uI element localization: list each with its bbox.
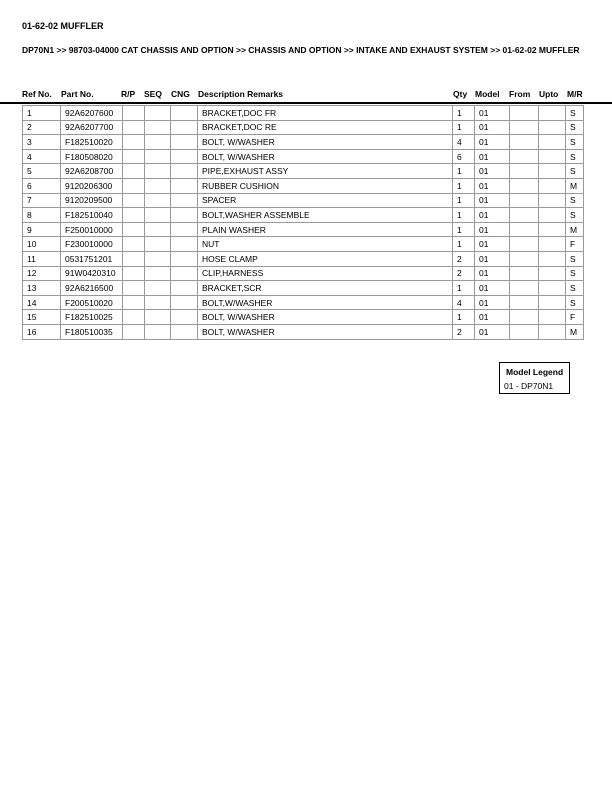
cell-cng — [171, 266, 198, 281]
cell-model: 01 — [475, 193, 510, 208]
table-row — [23, 251, 584, 266]
column-header-qty: Qty — [453, 89, 468, 99]
cell-part-no: F182510040 — [61, 208, 123, 223]
table-row — [23, 295, 584, 310]
cell-ref-no: 14 — [23, 295, 61, 310]
cell-part-no: F180510035 — [61, 324, 123, 339]
cell-upto — [539, 193, 566, 208]
cell-rp — [123, 237, 145, 252]
cell-part-no: 9120206300 — [61, 178, 123, 193]
cell-part-no: 92A6207600 — [61, 106, 123, 121]
cell-mr: S — [566, 106, 584, 121]
cell-mr: F — [566, 310, 584, 325]
parts-table — [22, 105, 584, 340]
cell-description: CLIP,HARNESS — [198, 266, 453, 281]
table-row — [23, 106, 584, 121]
cell-model: 01 — [475, 266, 510, 281]
cell-mr: F — [566, 237, 584, 252]
cell-seq — [145, 295, 171, 310]
cell-ref-no: 11 — [23, 251, 61, 266]
cell-qty: 1 — [453, 222, 475, 237]
cell-description: BRACKET,DOC FR — [198, 106, 453, 121]
cell-cng — [171, 251, 198, 266]
cell-from — [510, 120, 539, 135]
cell-part-no: 0531751201 — [61, 251, 123, 266]
cell-description: PLAIN WASHER — [198, 222, 453, 237]
cell-from — [510, 135, 539, 150]
cell-cng — [171, 281, 198, 296]
cell-from — [510, 324, 539, 339]
cell-model: 01 — [475, 310, 510, 325]
cell-part-no: F200510020 — [61, 295, 123, 310]
cell-description: BOLT,W/WASHER — [198, 295, 453, 310]
cell-description: SPACER — [198, 193, 453, 208]
table-row — [23, 178, 584, 193]
table-row — [23, 120, 584, 135]
cell-ref-no: 9 — [23, 222, 61, 237]
cell-qty: 1 — [453, 310, 475, 325]
cell-mr: S — [566, 149, 584, 164]
table-row — [23, 222, 584, 237]
cell-part-no: F182510025 — [61, 310, 123, 325]
cell-ref-no: 1 — [23, 106, 61, 121]
cell-part-no: 92A6216500 — [61, 281, 123, 296]
cell-part-no: F250010000 — [61, 222, 123, 237]
table-row — [23, 237, 584, 252]
cell-model: 01 — [475, 164, 510, 179]
cell-model: 01 — [475, 135, 510, 150]
cell-qty: 1 — [453, 120, 475, 135]
cell-from — [510, 106, 539, 121]
table-row — [23, 193, 584, 208]
cell-description: BOLT, W/WASHER — [198, 324, 453, 339]
cell-qty: 1 — [453, 164, 475, 179]
cell-part-no: 9120209500 — [61, 193, 123, 208]
cell-cng — [171, 208, 198, 223]
cell-qty: 1 — [453, 281, 475, 296]
cell-upto — [539, 281, 566, 296]
cell-part-no: F180508020 — [61, 149, 123, 164]
cell-ref-no: 10 — [23, 237, 61, 252]
column-header-upto: Upto — [539, 89, 559, 99]
cell-description: PIPE,EXHAUST ASSY — [198, 164, 453, 179]
legend-entry: 01 - DP70N1 — [504, 381, 554, 391]
cell-rp — [123, 149, 145, 164]
column-header-seq: SEQ — [144, 89, 162, 99]
cell-upto — [539, 178, 566, 193]
cell-rp — [123, 208, 145, 223]
table-row — [23, 149, 584, 164]
cell-qty: 1 — [453, 178, 475, 193]
cell-upto — [539, 222, 566, 237]
table-row — [23, 135, 584, 150]
cell-cng — [171, 178, 198, 193]
cell-ref-no: 6 — [23, 178, 61, 193]
cell-ref-no: 4 — [23, 149, 61, 164]
cell-ref-no: 13 — [23, 281, 61, 296]
cell-seq — [145, 266, 171, 281]
cell-mr: S — [566, 193, 584, 208]
cell-part-no: F230010000 — [61, 237, 123, 252]
cell-model: 01 — [475, 106, 510, 121]
cell-model: 01 — [475, 149, 510, 164]
cell-upto — [539, 208, 566, 223]
page-title: 01-62-02 MUFFLER — [22, 21, 104, 31]
cell-upto — [539, 295, 566, 310]
cell-upto — [539, 237, 566, 252]
cell-upto — [539, 266, 566, 281]
cell-ref-no: 3 — [23, 135, 61, 150]
cell-qty: 6 — [453, 149, 475, 164]
table-row — [23, 324, 584, 339]
cell-cng — [171, 295, 198, 310]
cell-qty: 2 — [453, 251, 475, 266]
cell-rp — [123, 310, 145, 325]
cell-from — [510, 310, 539, 325]
cell-part-no: 92A6208700 — [61, 164, 123, 179]
cell-description: HOSE CLAMP — [198, 251, 453, 266]
cell-ref-no: 5 — [23, 164, 61, 179]
cell-seq — [145, 237, 171, 252]
cell-model: 01 — [475, 208, 510, 223]
table-row — [23, 310, 584, 325]
cell-seq — [145, 120, 171, 135]
cell-model: 01 — [475, 237, 510, 252]
cell-rp — [123, 266, 145, 281]
cell-rp — [123, 324, 145, 339]
cell-mr: S — [566, 251, 584, 266]
cell-cng — [171, 106, 198, 121]
cell-rp — [123, 281, 145, 296]
cell-description: BOLT, W/WASHER — [198, 310, 453, 325]
cell-mr: S — [566, 266, 584, 281]
cell-model: 01 — [475, 295, 510, 310]
cell-description: BOLT, W/WASHER — [198, 149, 453, 164]
header-divider — [0, 102, 612, 104]
cell-rp — [123, 120, 145, 135]
cell-upto — [539, 135, 566, 150]
column-header-from: From — [509, 89, 531, 99]
legend-title: Model Legend — [506, 367, 564, 377]
column-header-part-no: Part No. — [61, 89, 94, 99]
cell-rp — [123, 135, 145, 150]
cell-qty: 2 — [453, 324, 475, 339]
cell-from — [510, 281, 539, 296]
column-header-mr: M/R — [567, 89, 583, 99]
column-header-cng: CNG — [171, 89, 190, 99]
cell-part-no: F182510020 — [61, 135, 123, 150]
cell-from — [510, 251, 539, 266]
cell-from — [510, 193, 539, 208]
cell-qty: 1 — [453, 193, 475, 208]
cell-seq — [145, 208, 171, 223]
cell-cng — [171, 135, 198, 150]
cell-seq — [145, 149, 171, 164]
cell-rp — [123, 193, 145, 208]
cell-mr: M — [566, 324, 584, 339]
cell-model: 01 — [475, 281, 510, 296]
cell-cng — [171, 310, 198, 325]
cell-cng — [171, 164, 198, 179]
cell-part-no: 92A6207700 — [61, 120, 123, 135]
cell-mr: M — [566, 178, 584, 193]
cell-seq — [145, 324, 171, 339]
cell-qty: 4 — [453, 135, 475, 150]
cell-rp — [123, 222, 145, 237]
cell-seq — [145, 310, 171, 325]
cell-part-no: 91W0420310 — [61, 266, 123, 281]
cell-mr: M — [566, 222, 584, 237]
cell-description: BOLT,WASHER ASSEMBLE — [198, 208, 453, 223]
cell-upto — [539, 324, 566, 339]
cell-qty: 1 — [453, 237, 475, 252]
cell-ref-no: 16 — [23, 324, 61, 339]
cell-model: 01 — [475, 178, 510, 193]
cell-upto — [539, 310, 566, 325]
cell-description: BOLT, W/WASHER — [198, 135, 453, 150]
cell-upto — [539, 149, 566, 164]
table-row — [23, 281, 584, 296]
cell-cng — [171, 324, 198, 339]
cell-from — [510, 208, 539, 223]
cell-model: 01 — [475, 222, 510, 237]
cell-mr: S — [566, 281, 584, 296]
cell-ref-no: 8 — [23, 208, 61, 223]
cell-mr: S — [566, 120, 584, 135]
table-row — [23, 266, 584, 281]
cell-rp — [123, 251, 145, 266]
cell-rp — [123, 106, 145, 121]
cell-from — [510, 295, 539, 310]
cell-upto — [539, 106, 566, 121]
cell-cng — [171, 120, 198, 135]
cell-description: BRACKET,DOC RE — [198, 120, 453, 135]
cell-ref-no: 7 — [23, 193, 61, 208]
cell-mr: S — [566, 164, 584, 179]
cell-description: NUT — [198, 237, 453, 252]
cell-rp — [123, 178, 145, 193]
cell-qty: 4 — [453, 295, 475, 310]
cell-mr: S — [566, 208, 584, 223]
column-header-ref-no: Ref No. — [22, 89, 52, 99]
cell-seq — [145, 222, 171, 237]
cell-model: 01 — [475, 120, 510, 135]
cell-ref-no: 2 — [23, 120, 61, 135]
cell-seq — [145, 178, 171, 193]
cell-qty: 1 — [453, 208, 475, 223]
cell-cng — [171, 193, 198, 208]
cell-upto — [539, 164, 566, 179]
cell-rp — [123, 295, 145, 310]
cell-seq — [145, 164, 171, 179]
cell-seq — [145, 281, 171, 296]
breadcrumb: DP70N1 >> 98703-04000 CAT CHASSIS AND OPTION >> CHASSIS AND OPTION >> INTAKE AND EXHAUST SYSTEM >> 01-62-02 MUFFLER — [22, 45, 580, 55]
cell-from — [510, 178, 539, 193]
cell-cng — [171, 149, 198, 164]
cell-seq — [145, 135, 171, 150]
table-row — [23, 164, 584, 179]
cell-ref-no: 12 — [23, 266, 61, 281]
cell-description: RUBBER CUSHION — [198, 178, 453, 193]
column-header-description: Description Remarks — [198, 89, 284, 99]
cell-from — [510, 149, 539, 164]
column-header-rp: R/P — [121, 89, 136, 99]
cell-upto — [539, 120, 566, 135]
cell-cng — [171, 237, 198, 252]
cell-cng — [171, 222, 198, 237]
cell-upto — [539, 251, 566, 266]
cell-mr: S — [566, 135, 584, 150]
cell-seq — [145, 251, 171, 266]
cell-from — [510, 237, 539, 252]
cell-mr: S — [566, 295, 584, 310]
table-row — [23, 208, 584, 223]
cell-seq — [145, 106, 171, 121]
cell-from — [510, 222, 539, 237]
cell-model: 01 — [475, 251, 510, 266]
model-legend — [499, 362, 570, 394]
cell-model: 01 — [475, 324, 510, 339]
cell-rp — [123, 164, 145, 179]
cell-ref-no: 15 — [23, 310, 61, 325]
cell-qty: 1 — [453, 106, 475, 121]
cell-from — [510, 164, 539, 179]
cell-from — [510, 266, 539, 281]
cell-qty: 2 — [453, 266, 475, 281]
cell-seq — [145, 193, 171, 208]
cell-description: BRACKET,SCR — [198, 281, 453, 296]
column-header-model: Model — [475, 89, 500, 99]
